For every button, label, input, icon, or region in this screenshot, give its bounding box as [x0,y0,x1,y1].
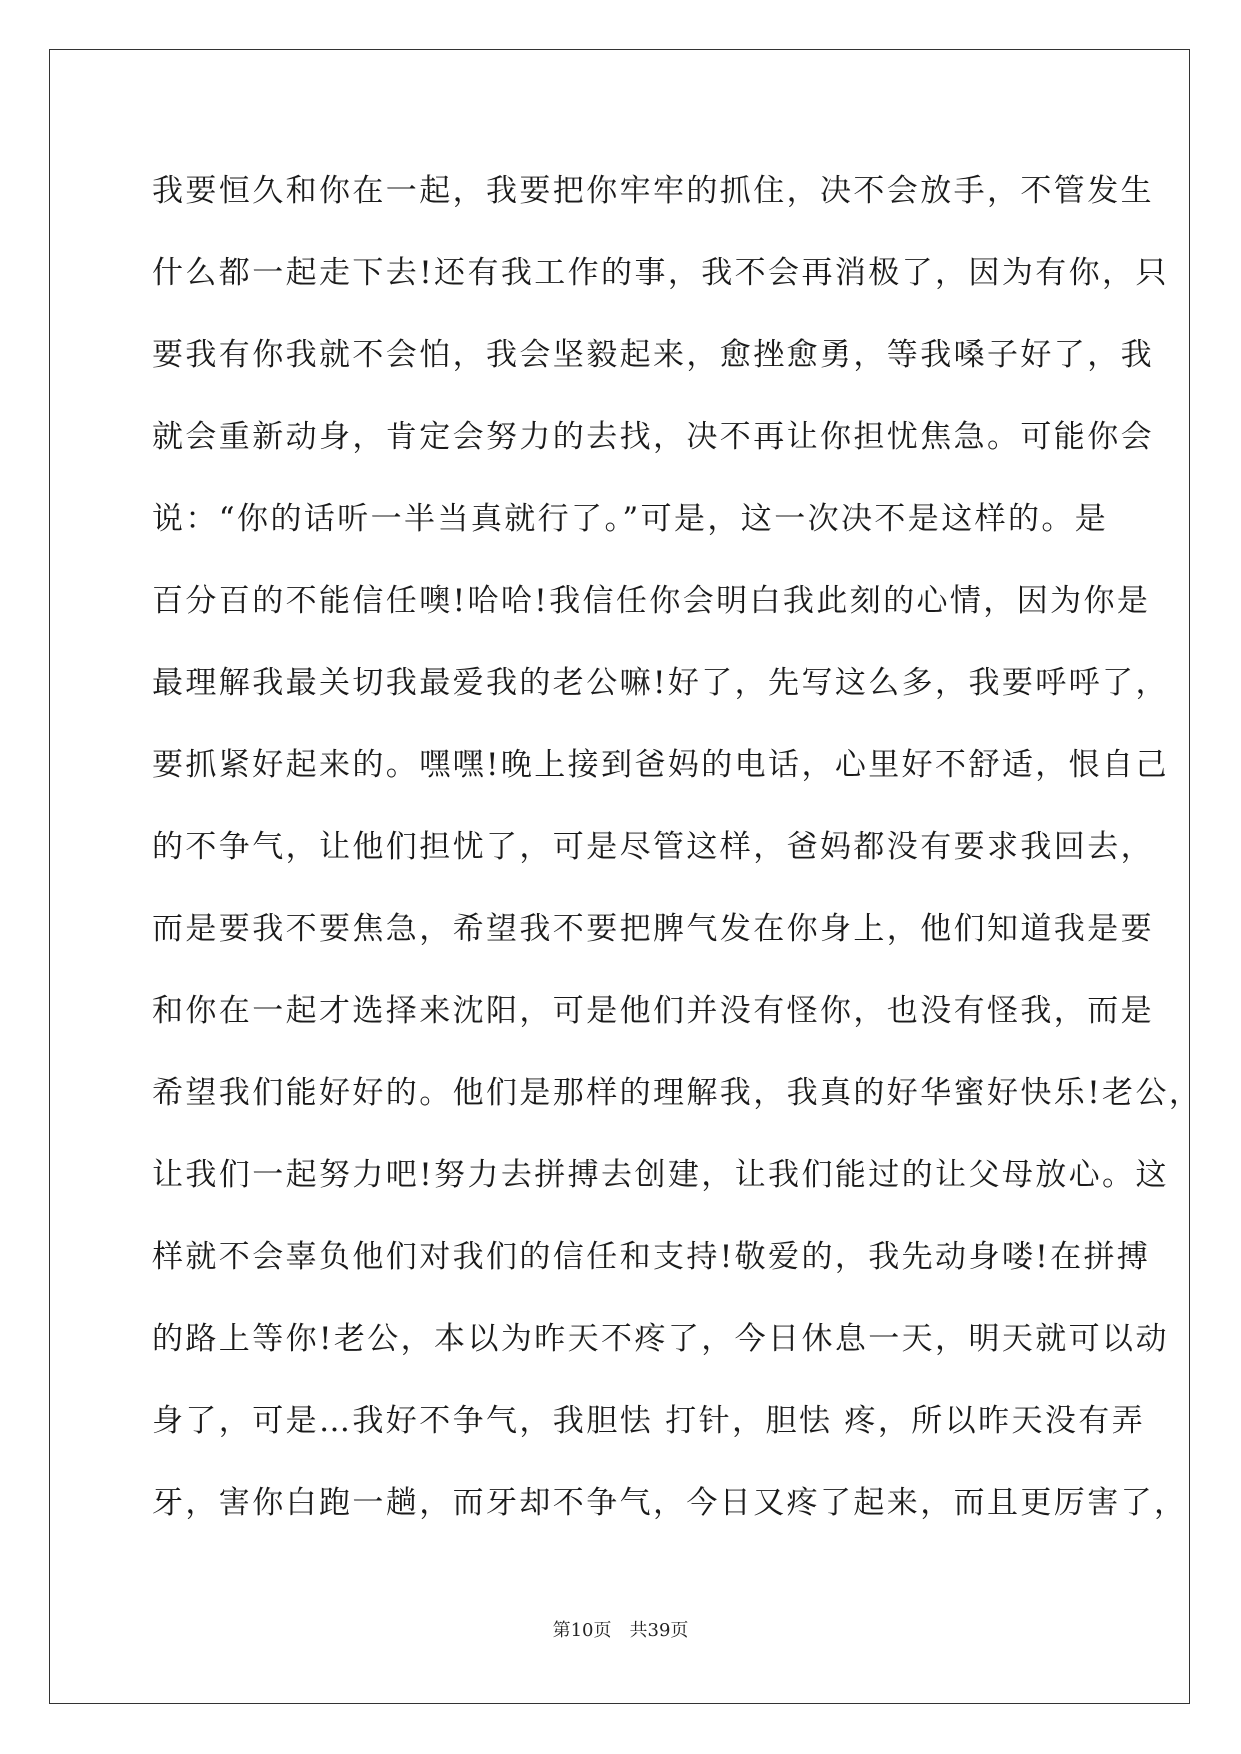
text-line: 什么都一起走下去!还有我工作的事，我不会再消极了，因为有你，只 [152,255,1169,291]
text-line: 身了，可是…我好不争气，我胆怯 打针，胆怯 疼，所以昨天没有弄 [152,1403,1146,1439]
text-line: 的不争气，让他们担忧了，可是尽管这样，爸妈都没有要求我回去， [152,829,1154,865]
text-line: 我要恒久和你在一起，我要把你牢牢的抓住，决不会放手，不管发生 [152,173,1154,209]
page-footer [0,1616,1241,1642]
page-total: 共39页 [629,1620,689,1641]
text-line: 百分百的不能信任噢!哈哈!我信任你会明白我此刻的心情，因为你是 [152,583,1151,619]
text-line: 希望我们能好好的。他们是那样的理解我，我真的好华蜜好快乐!老公， [152,1075,1203,1111]
text-line: 和你在一起才选择来沈阳，可是他们并没有怪你，也没有怪我，而是 [152,993,1154,1029]
text-line: 牙，害你白跑一趟，而牙却不争气，今日又疼了起来，而且更厉害了， [152,1485,1188,1521]
text-line: 说：“你的话听一半当真就行了。”可是，这一次决不是这样的。是 [152,501,1109,537]
text-line: 要抓紧好起来的。嘿嘿!晚上接到爸妈的电话，心里好不舒适，恨自己 [152,747,1169,783]
text-line: 的路上等你!老公，本以为昨天不疼了，今日休息一天，明天就可以动 [152,1321,1169,1357]
text-line: 要我有你我就不会怕，我会坚毅起来，愈挫愈勇，等我嗓子好了，我 [152,337,1154,373]
text-line: 让我们一起努力吧!努力去拼搏去创建，让我们能过的让父母放心。这 [152,1157,1169,1193]
text-line: 而是要我不要焦急，希望我不要把脾气发在你身上，他们知道我是要 [152,911,1154,947]
text-line: 最理解我最关切我最爱我的老公嘛!好了，先写这么多，我要呼呼了， [152,665,1169,701]
text-line: 就会重新动身，肯定会努力的去找，决不再让你担忧焦急。可能你会 [152,419,1154,455]
text-line: 样就不会辜负他们对我们的信任和支持!敬爱的，我先动身喽!在拼搏 [152,1239,1151,1275]
document-body [152,160,1203,1554]
page-number: 第10页 [552,1620,612,1641]
